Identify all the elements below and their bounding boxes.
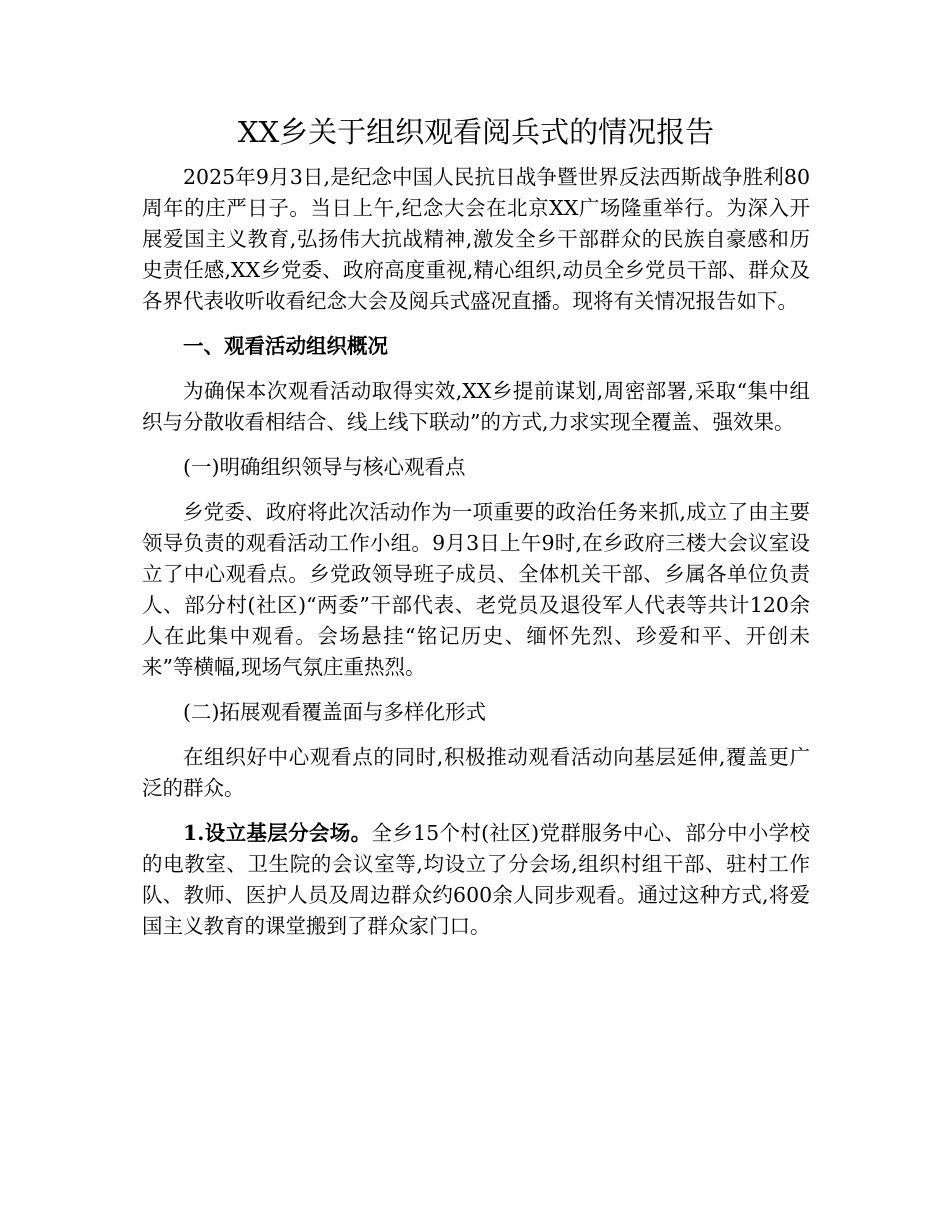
spacer: [142, 317, 810, 331]
item1-lead: 1.设立基层分会场。: [183, 821, 372, 845]
document-page: [142, 112, 810, 942]
intro-paragraph: 2025年9月3日,是纪念中国人民抗日战争暨世界反法西斯战争胜利80周年的庄严日子。当日上午,纪念大会在北京XX广场隆重举行。为深入开展爱国主义教育,弘扬伟大抗战精神,激发全乡干部群众的民族自豪感和历史责任感,XX乡党委、政府高度重视,精心组织,动员全乡党员干部、群众及各界代表收听收看纪念大会及阅兵式盛况直播。现将有关情况报告如下。: [142, 165, 810, 313]
subsection2-paragraph: 在组织好中心观看点的同时,积极推动观看活动向基层延伸,覆盖更广泛的群众。: [142, 745, 810, 800]
item1-text: 全乡15个村(社区)党群服务中心、部分中小学校的电教室、卫生院的会议室等,均设立了分会场,组织村组干部、驻村工作队、教师、医护人员及周边群众约600余人同步观看。通过这种方式,将爱国主义教育的课堂搬到了群众家门口。: [142, 821, 810, 938]
subsection1-heading: (一)明确组织领导与核心观看点: [183, 455, 466, 479]
spacer: [142, 728, 810, 742]
spacer: [142, 483, 810, 497]
section1-heading: 一、观看活动组织概况: [183, 334, 388, 358]
subsection2-heading: (二)拓展观看覆盖面与多样化形式: [183, 700, 486, 724]
document-title: XX乡关于组织观看阅兵式的情况报告: [237, 115, 715, 149]
spacer: [142, 804, 810, 818]
subsection1-paragraph: 乡党委、政府将此次活动作为一项重要的政治任务来抓,成立了由主要领导负责的观看活动工作小组。9月3日上午9时,在乡政府三楼大会议室设立了中心观看点。乡党政领导班子成员、全体机关干部、乡属各单位负责人、部分村(社区)“两委”干部代表、老党员及退役军人代表等共计120余人在此集中观看。会场悬挂“铭记历史、缅怀先烈、珍爱和平、开创未来”等横幅,现场气氛庄重热烈。: [142, 500, 810, 679]
spacer: [142, 438, 810, 452]
spacer: [142, 683, 810, 697]
item1-paragraph: [142, 818, 810, 942]
section1-paragraph: 为确保本次观看活动取得实效,XX乡提前谋划,周密部署,采取“集中组织与分散收看相结合、线上线下联动”的方式,力求实现全覆盖、强效果。: [142, 379, 810, 434]
spacer: [142, 362, 810, 376]
